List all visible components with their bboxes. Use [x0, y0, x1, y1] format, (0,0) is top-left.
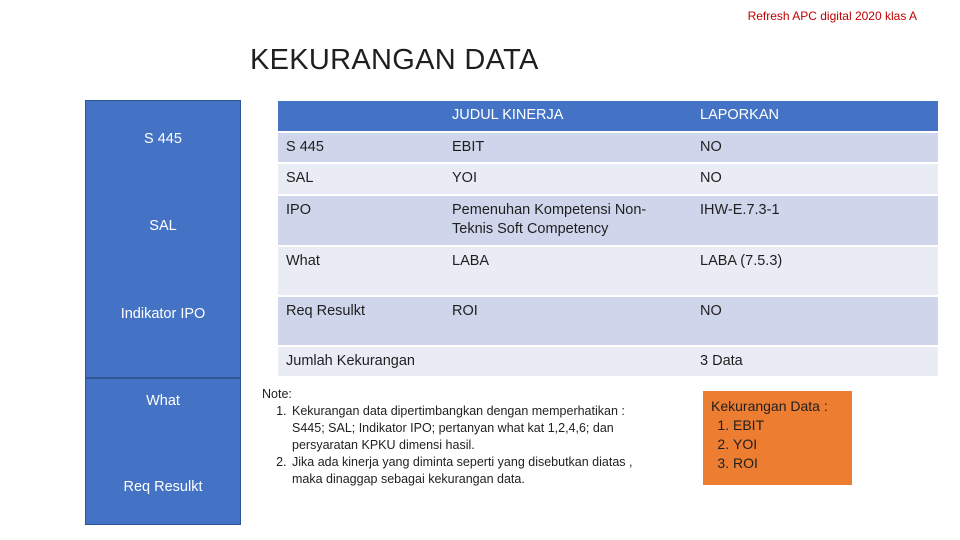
table-cell: LABA (7.5.3) [692, 246, 938, 296]
box-label-what: What [146, 393, 180, 409]
table-row [278, 195, 938, 246]
table-header-cell [278, 101, 444, 132]
table-cell: EBIT [444, 132, 692, 164]
table-cell [444, 346, 692, 378]
table-header-row [278, 101, 938, 132]
slide-title: KEKURANGAN DATA [250, 44, 539, 76]
note-block [262, 386, 657, 488]
summary-box [703, 391, 852, 485]
note-title: Note: [262, 387, 292, 401]
category-box-secondary [85, 378, 241, 525]
table-total-row [278, 346, 938, 378]
table-cell: Req Resulkt [278, 296, 444, 346]
table-cell: ROI [444, 296, 692, 346]
table-cell: Pemenuhan Kompetensi Non-Teknis Soft Competency [444, 195, 692, 246]
table-cell: IPO [278, 195, 444, 246]
box-label-s445: S 445 [144, 131, 182, 147]
table-cell: NO [692, 132, 938, 164]
table-cell: What [278, 246, 444, 296]
summary-item: 3. ROI [733, 454, 844, 473]
header-reference: Refresh APC digital 2020 klas A [747, 9, 917, 23]
table-cell: NO [692, 296, 938, 346]
table-header-cell: LAPORKAN [692, 101, 938, 132]
table-row [278, 246, 938, 296]
data-table [278, 101, 938, 378]
note-list [262, 403, 657, 488]
summary-item: 1. EBIT [733, 416, 844, 435]
table-cell: SAL [278, 163, 444, 195]
note-item: 2. Jika ada kinerja yang diminta seperti yang disebutkan diatas , maka dinaggap sebagai kekurangan data. [290, 454, 657, 488]
summary-list [711, 416, 844, 473]
table-cell: IHW-E.7.3-1 [692, 195, 938, 246]
note-item: 1. Kekurangan data dipertimbangkan dengan memperhatikan : S445; SAL; Indikator IPO; pertanyan what kat 1,2,4,6; dan persyaratan KPKU dimensi hasil. [290, 403, 657, 454]
table-cell: NO [692, 163, 938, 195]
table-cell: S 445 [278, 132, 444, 164]
table-cell: LABA [444, 246, 692, 296]
category-box-primary [85, 100, 241, 378]
table-cell: Jumlah Kekurangan [278, 346, 444, 378]
table-row [278, 163, 938, 195]
table-row [278, 132, 938, 164]
box-label-sal: SAL [149, 218, 177, 234]
box-label-indikator-ipo: Indikator IPO [120, 306, 206, 322]
table-header-cell: JUDUL KINERJA [444, 101, 692, 132]
table-cell: 3 Data [692, 346, 938, 378]
summary-item: 2. YOI [733, 435, 844, 454]
box-label-req-resulkt: Req Resulkt [123, 479, 203, 495]
table-cell: YOI [444, 163, 692, 195]
summary-title: Kekurangan Data : [711, 398, 828, 414]
table-row [278, 296, 938, 346]
